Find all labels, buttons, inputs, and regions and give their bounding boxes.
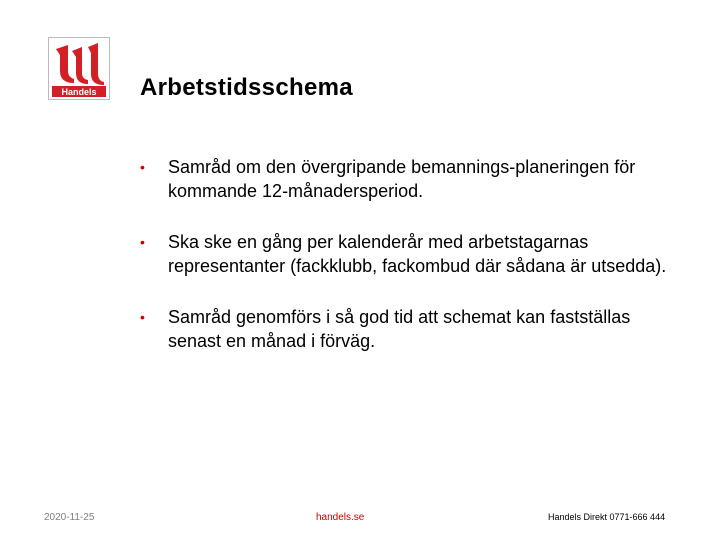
bullet-text: Ska ske en gång per kalenderår med arbetstagarnas representanter (fackklubb, fackombud där sådana är utsedda). <box>168 232 667 276</box>
bullet-text: Samråd genomförs i så god tid att schemat kan fastställas senast en månad i förväg. <box>168 307 631 351</box>
handels-logo-text: Handels <box>61 87 97 97</box>
footer-phone: Handels Direkt 0771-666 444 <box>548 512 666 522</box>
bullet-item <box>138 230 678 278</box>
bullet-item <box>138 305 678 353</box>
footer-website-link[interactable]: handels.se <box>316 512 365 523</box>
bullet-text: Samråd om den övergripande bemannings-planeringen för kommande 12-månadersperiod. <box>168 157 636 201</box>
footer-date: 2020-11-25 <box>44 512 95 523</box>
slide-title: Arbetstidsschema <box>140 74 353 101</box>
bullet-icon: • <box>140 234 145 250</box>
bullet-item <box>138 155 678 203</box>
handels-logo <box>48 37 110 100</box>
bullet-icon: • <box>140 159 145 175</box>
bullet-list <box>138 155 678 380</box>
bullet-icon: • <box>140 309 145 325</box>
handels-logo-icon <box>48 37 110 100</box>
